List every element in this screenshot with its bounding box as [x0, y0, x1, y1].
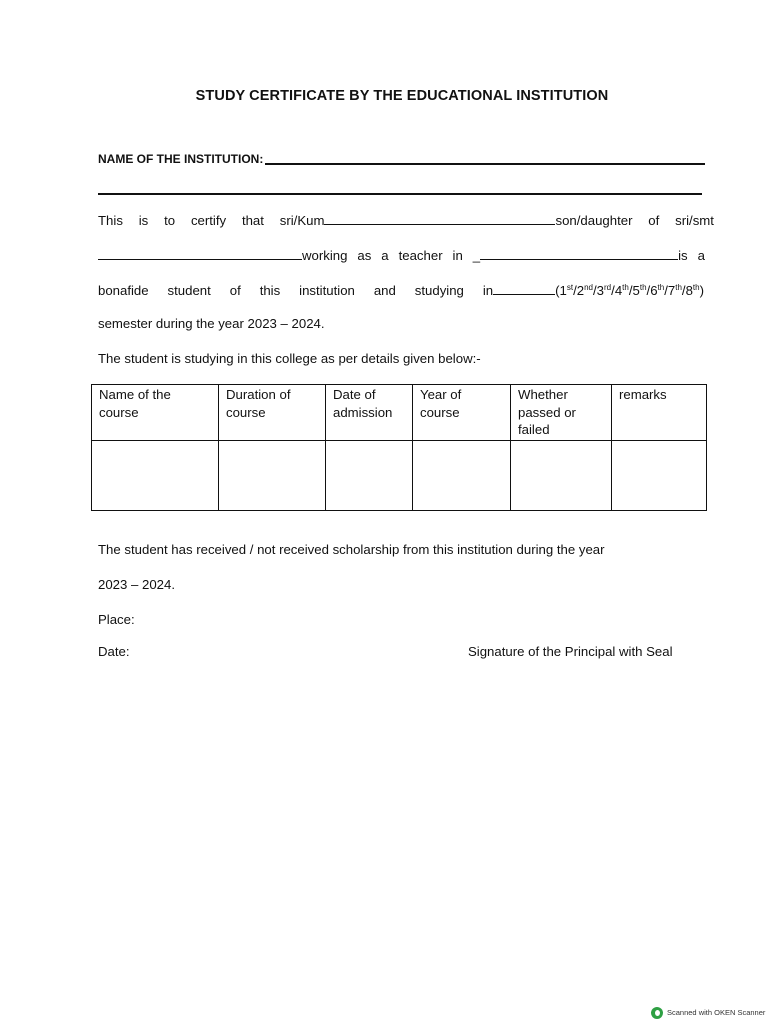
institution-label: NAME OF THE INSTITUTION: [98, 152, 264, 166]
signature-label: Signature of the Principal with Seal [468, 644, 673, 659]
details-intro: The student is studying in this college as per details given below:- [98, 351, 481, 366]
word: student [167, 283, 211, 298]
certify-line-3 [98, 281, 704, 299]
parent-name-group: working [98, 246, 347, 264]
student-name-blank[interactable] [324, 211, 555, 225]
word: sri/smt [675, 213, 714, 228]
word: a [381, 248, 389, 263]
scanner-watermark: Scanned with OKEN Scanner [651, 1007, 765, 1019]
table-header-row [92, 385, 707, 441]
table-cell[interactable] [326, 440, 413, 510]
header-name-of-course: Name of the course [92, 385, 219, 441]
header-duration: Duration of course [219, 385, 326, 441]
school-name-group: _ is [472, 248, 688, 263]
certify-line-2 [98, 246, 705, 264]
word: in [452, 248, 463, 263]
word: of [229, 283, 241, 298]
word: studying [414, 283, 464, 298]
table-cell[interactable] [511, 440, 612, 510]
institution-name-blank[interactable] [265, 163, 705, 165]
word: to [164, 213, 176, 228]
word: teacher [398, 248, 443, 263]
word: that [241, 213, 264, 228]
word: this [259, 283, 281, 298]
header-admission-date: Date of admission [326, 385, 413, 441]
semester-year-line: semester during the year 2023 – 2024. [98, 316, 325, 331]
word: bonafide [98, 283, 149, 298]
certify-line-1 [98, 211, 714, 229]
school-name-blank[interactable] [480, 246, 678, 260]
word: and [373, 283, 396, 298]
header-remarks: remarks [612, 385, 707, 441]
scholarship-line-1: The student has received / not received scholarship from this institution during the year [98, 542, 605, 557]
semester-group: in (1st/2nd/3rd/4th/5th/6th/7th/8th) [482, 283, 704, 298]
table-cell[interactable] [413, 440, 511, 510]
word: of [648, 213, 660, 228]
word: is [138, 213, 149, 228]
table-cell[interactable] [92, 440, 219, 510]
date-label: Date: [98, 644, 130, 659]
oken-logo-icon [651, 1007, 663, 1019]
word: certify [190, 213, 227, 228]
semester-blank[interactable] [493, 281, 555, 295]
table-cell[interactable] [219, 440, 326, 510]
institution-name-blank-2[interactable] [98, 193, 702, 195]
table-row [92, 440, 707, 510]
word: a [697, 248, 705, 263]
scholarship-line-2: 2023 – 2024. [98, 577, 176, 592]
word: This [98, 213, 123, 228]
word: as [357, 248, 372, 263]
table-cell[interactable] [612, 440, 707, 510]
word: institution [299, 283, 355, 298]
certificate-title: STUDY CERTIFICATE BY THE EDUCATIONAL INSTITUTION [195, 88, 609, 104]
course-details-table [91, 384, 707, 511]
header-result: Whether passed or failed [511, 385, 612, 441]
header-year: Year of course [413, 385, 511, 441]
student-name-group: sri/Kum son/daughter [279, 213, 633, 228]
place-label: Place: [98, 612, 135, 627]
parent-name-blank[interactable] [98, 246, 302, 260]
